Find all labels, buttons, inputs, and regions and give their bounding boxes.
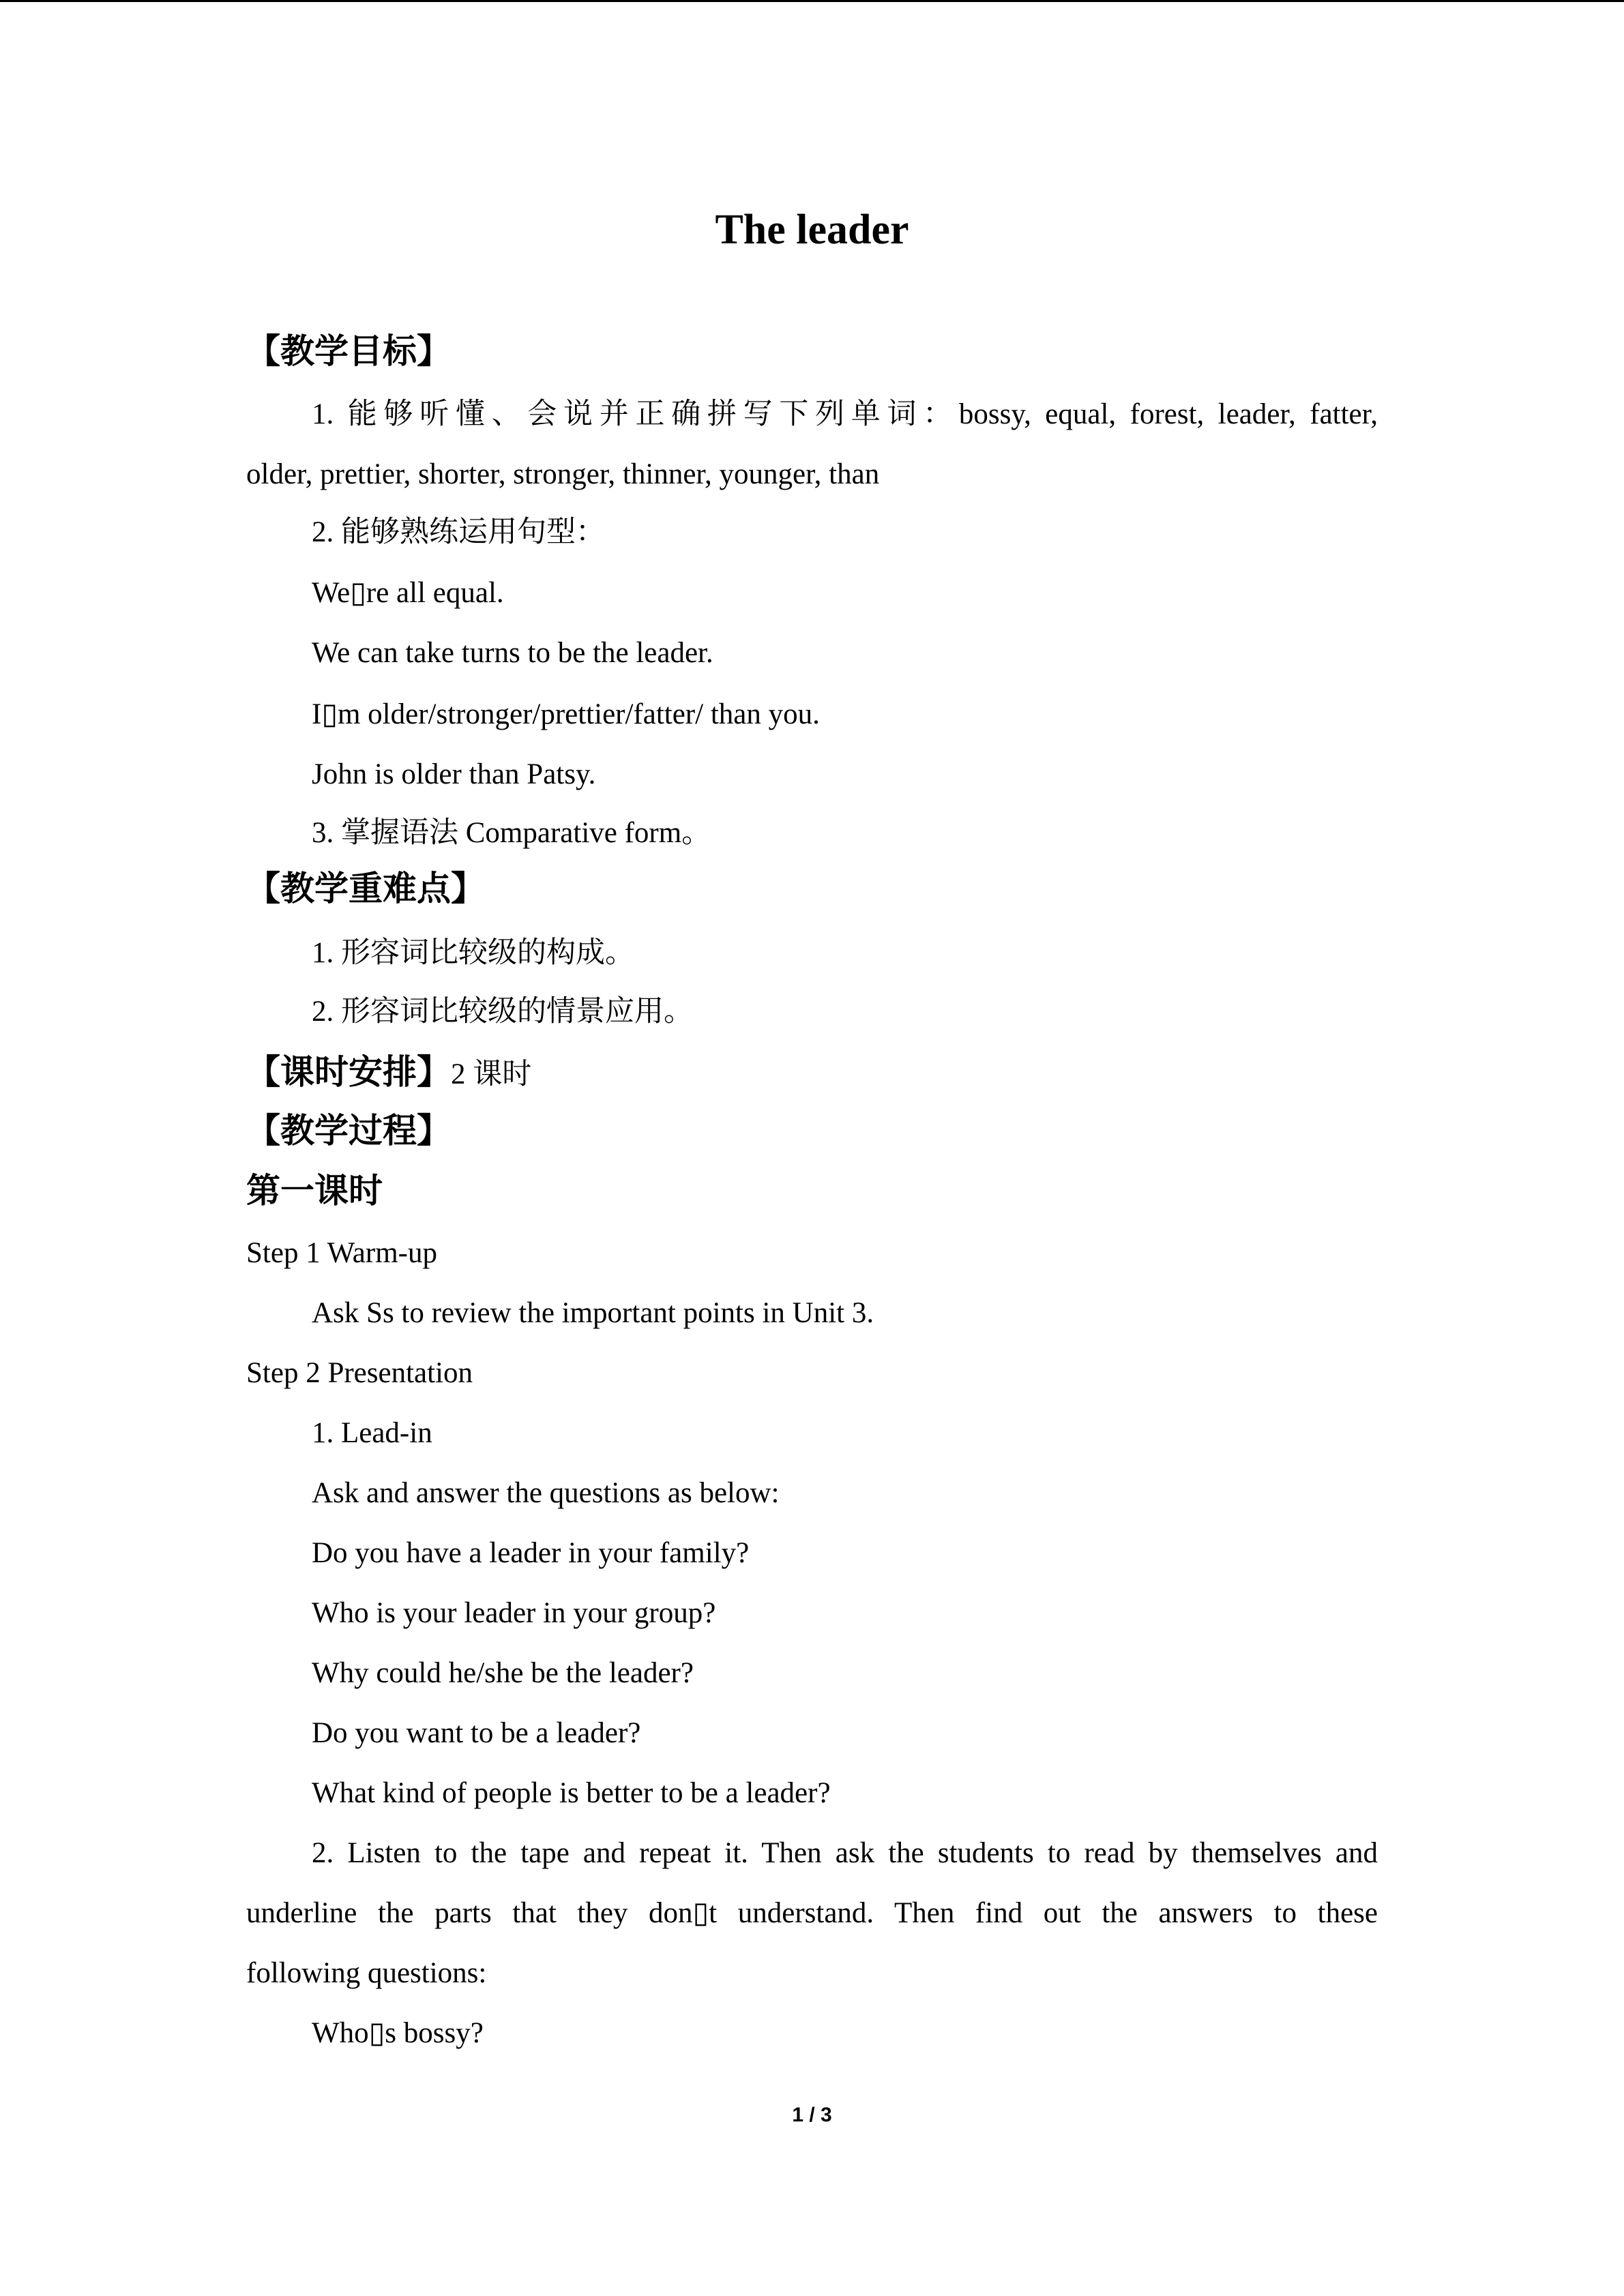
sentence-pattern: John is older than Patsy. [312, 758, 596, 790]
lead-in-question: Who is your leader in your group? [312, 1597, 716, 1629]
lead-in-question: Why could he/she be the leader? [312, 1657, 694, 1689]
objective-item-3: 3. 掌握语法 Comparative form。 [312, 817, 711, 849]
objective-item-1-line-1: 1. 能够听懂、会说并正确拼写下列单词：bossy, equal, forest, leader, fatter, [312, 398, 1378, 430]
objectives-heading: 【教学目标】 [246, 331, 451, 371]
sentence-pattern: I▯m older/stronger/prettier/fatter/ than you. [312, 698, 820, 730]
listen-paragraph-line-1: 2. Listen to the tape and repeat it. Then ask the students to read by themselves and [312, 1837, 1378, 1869]
lead-in-question: Do you want to be a leader? [312, 1717, 641, 1749]
schedule-row [246, 1048, 531, 1096]
lead-in-question: What kind of people is better to be a leader? [312, 1777, 831, 1809]
page-number: 1 / 3 [792, 2104, 832, 2126]
page-top-border [0, 0, 1624, 2]
listen-paragraph-line-2: underline the parts that they don▯t understand. Then find out the answers to these [246, 1897, 1378, 1929]
schedule-heading: 【课时安排】 [246, 1052, 451, 1092]
sentence-pattern: We▯re all equal. [312, 577, 504, 609]
schedule-value: 2 课时 [451, 1058, 532, 1090]
sentence-pattern: We can take turns to be the leader. [312, 637, 713, 669]
key-points-heading: 【教学重难点】 [246, 869, 485, 908]
objective-item-2: 2. 能够熟练运用句型： [312, 516, 605, 548]
key-point-item: 2. 形容词比较级的情景应用。 [312, 996, 693, 1028]
process-heading: 【教学过程】 [246, 1111, 451, 1150]
lead-in-question: Do you have a leader in your family? [312, 1537, 750, 1569]
step-2-title: Step 2 Presentation [246, 1357, 473, 1389]
lesson-title: 第一课时 [246, 1171, 383, 1210]
key-point-item: 1. 形容词比较级的构成。 [312, 937, 634, 969]
document-title: The leader [715, 207, 909, 253]
step-1-title: Step 1 Warm-up [246, 1237, 437, 1269]
comprehension-question: Who▯s bossy? [312, 2017, 484, 2049]
lead-in-title: 1. Lead-in [312, 1417, 432, 1449]
step-1-text: Ask Ss to review the important points in Unit 3. [312, 1297, 874, 1329]
listen-paragraph-line-3: following questions: [246, 1957, 487, 1989]
objective-item-1-line-2: older, prettier, shorter, stronger, thinner, younger, than [246, 458, 880, 490]
lead-in-intro: Ask and answer the questions as below: [312, 1477, 780, 1509]
